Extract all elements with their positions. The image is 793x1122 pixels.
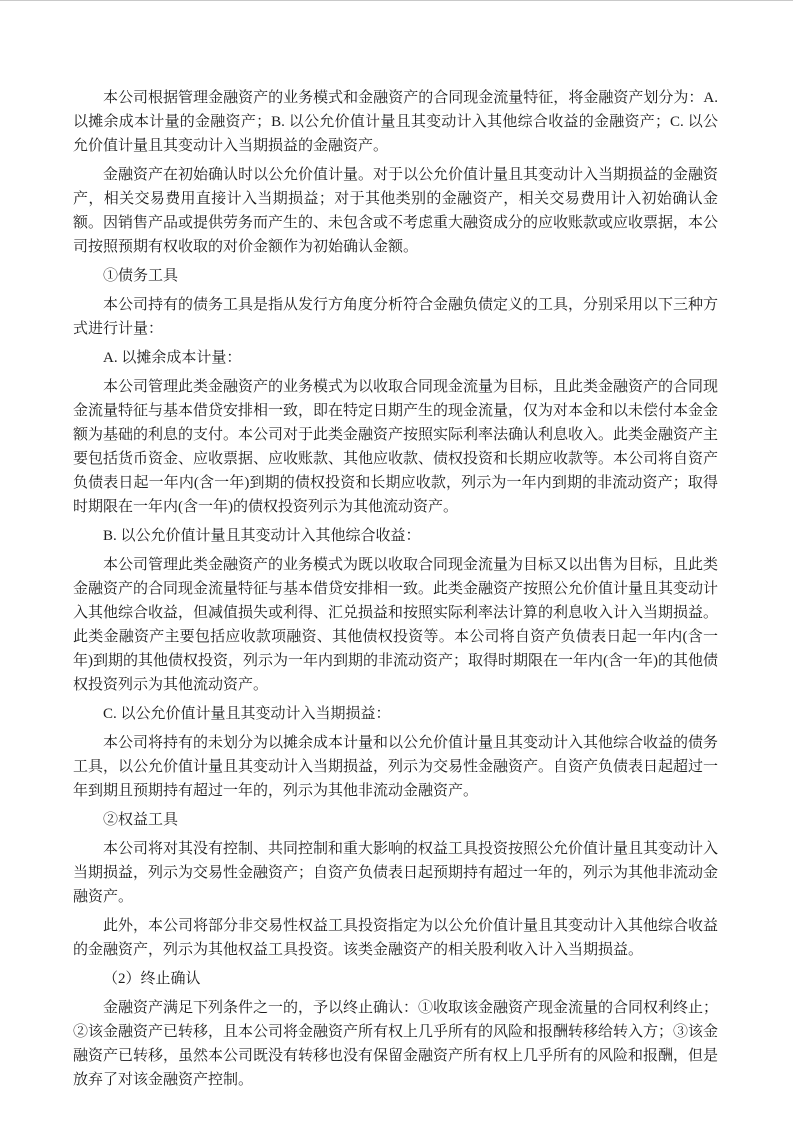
paragraph: 本公司将持有的未划分为以摊余成本计量和以公允价值计量且其变动计入其他综合收益的债务工具，以公允价值计量且其变动计入当期损益，列示为交易性金融资产。自资产负债表日起超过一年到期且预期持有超过一年的，列示为其他非流动金融资产。 [73, 735, 719, 799]
paragraph: 本公司管理此类金融资产的业务模式为以收取合同现金流量为目标，且此类金融资产的合同现金流量特征与基本借贷安排相一致，即在特定日期产生的现金流量，仅为对本金和以未偿付本金金额为基础的利息的支付。本公司对于此类金融资产按照实际利率法确认利息收入。此类金融资产主要包括货币资金、应收票据、应收账款、其他应收款、债权投资和长期应收款等。本公司将自资产负债表日起一年内(含一年)到期的债权投资和长期应收款，列示为一年内到期的非流动资产；取得时期限在一年内(含一年)的债权投资列示为其他流动资产。 [73, 379, 719, 515]
section-heading: A. 以摊余成本计量： [103, 350, 242, 366]
paragraph: 本公司将对其没有控制、共同控制和重大影响的权益工具投资按照公允价值计量且其变动计入当期损益，列示为交易性金融资产；自资产负债表日起预期持有超过一年的，列示为其他非流动金融资产。 [73, 841, 719, 905]
section-heading: C. 以公允价值计量且其变动计入当期损益： [103, 706, 391, 722]
paragraph: 此外，本公司将部分非交易性权益工具投资指定为以公允价值计量且其变动计入其他综合收益的金融资产，列示为其他权益工具投资。该类金融资产的相关股利收入计入当期损益。 [73, 918, 719, 958]
section-heading: （2）终止确认 [103, 971, 201, 987]
paragraph: 金融资产在初始确认时以公允价值计量。对于以公允价值计量且其变动计入当期损益的金融资产，相关交易费用直接计入当期损益；对于其他类别的金融资产，相关交易费用计入初始确认金额。因销售产品或提供劳务而产生的、未包含或不考虑重大融资成分的应收账款或应收票据，本公司按照预期有权收取的对价金额作为初始确认金额。 [73, 167, 719, 255]
section-heading: ①债务工具 [103, 268, 179, 284]
section-heading: B. 以公允价值计量且其变动计入其他综合收益： [103, 528, 421, 544]
section-heading: ②权益工具 [103, 812, 179, 828]
paragraph: 本公司根据管理金融资产的业务模式和金融资产的合同现金流量特征，将金融资产划分为：A. 以摊余成本计量的金融资产；B. 以公允价值计量且其变动计入其他综合收益的金融资产；C. 以公允价值计量且其变动计入当期损益的金融资产。 [73, 90, 718, 154]
paragraph: 本公司管理此类金融资产的业务模式为既以收取合同现金流量为目标又以出售为目标，且此类金融资产的合同现金流量特征与基本借贷安排相一致。此类金融资产按照公允价值计量且其变动计入其他综合收益，但减值损失或利得、汇兑损益和按照实际利率法计算的利息收入计入当期损益。此类金融资产主要包括应收款项融资、其他债权投资等。本公司将自资产负债表日起一年内(含一年)到期的其他债权投资，列示为一年内到期的非流动资产；取得时期限在一年内(含一年)的其他债权投资列示为其他流动资产。 [73, 557, 719, 693]
paragraph: 本公司持有的债务工具是指从发行方角度分析符合金融负债定义的工具，分别采用以下三种方式进行计量： [73, 297, 719, 337]
document-content [73, 86, 718, 1097]
paragraph: 金融资产满足下列条件之一的，予以终止确认：①收取该金融资产现金流量的合同权利终止；②该金融资产已转移，且本公司将金融资产所有权上几乎所有的风险和报酬转移给转入方；③该金融资产已转移，虽然本公司既没有转移也没有保留金融资产所有权上几乎所有的风险和报酬，但是放弃了对该金融资产控制。 [73, 1000, 719, 1088]
